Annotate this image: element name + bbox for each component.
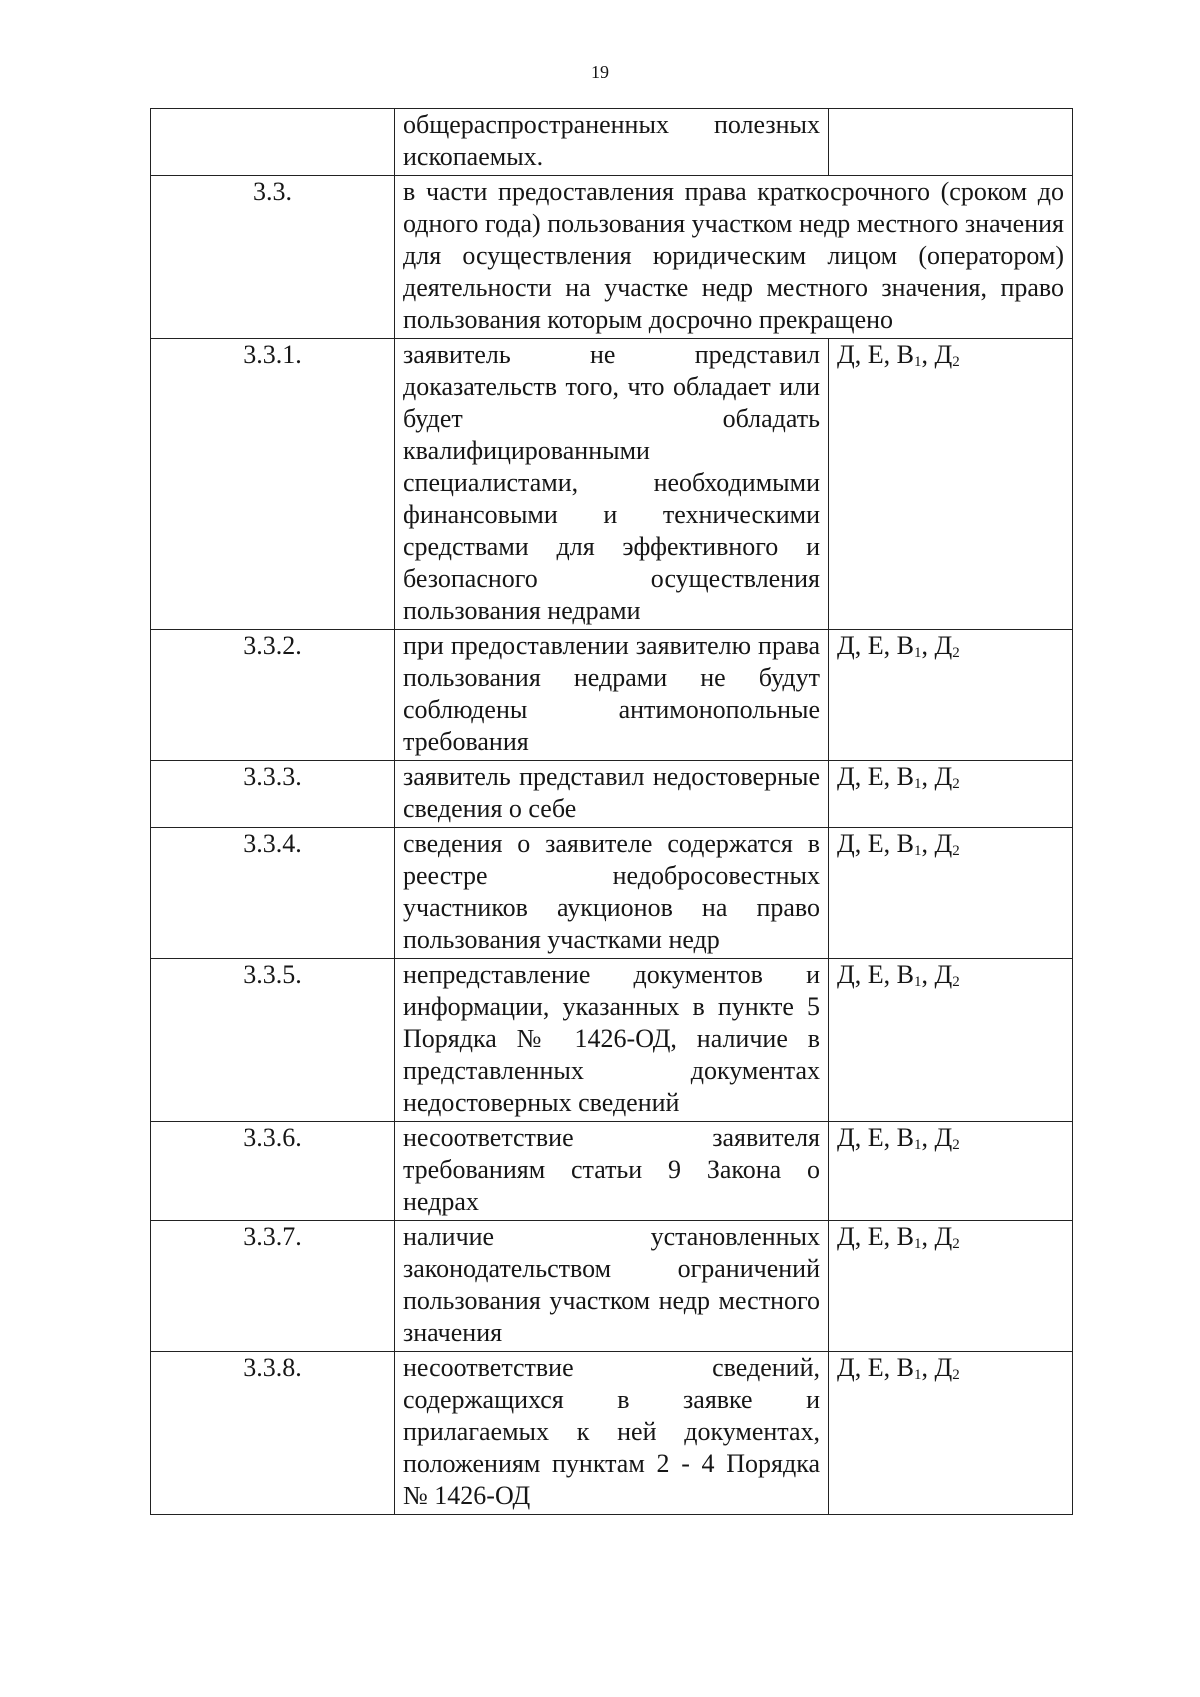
reference-codes: Д, Е, $В_1$, $Д_2$ [829, 1122, 1073, 1221]
item-number: 3.3.8. [151, 1352, 395, 1515]
table-row [151, 1221, 1073, 1352]
ground-text: заявитель не представил доказательств того, что обладает или будет обладать квалифицированными специалистами, необходимыми финансовыми и техническими средствами для эффективного и безопасного осуществления пользования недрами [395, 339, 829, 630]
item-number: 3.3.2. [151, 630, 395, 761]
item-number: 3.3. [151, 176, 395, 339]
table-row [151, 761, 1073, 828]
table-row [151, 1122, 1073, 1221]
item-number [151, 109, 395, 176]
item-number: 3.3.4. [151, 828, 395, 959]
ground-text: несоответствие сведений, содержащихся в заявке и прилагаемых к ней документах, положениям пунктам 2 - 4 Порядка № 1426-ОД [395, 1352, 829, 1515]
ground-text: общераспространенных полезных ископаемых. [395, 109, 829, 176]
reference-codes: Д, Е, $В_1$, $Д_2$ [829, 339, 1073, 630]
item-number: 3.3.7. [151, 1221, 395, 1352]
reference-codes: Д, Е, $В_1$, $Д_2$ [829, 761, 1073, 828]
page-number: 19 [591, 62, 609, 82]
table-row [151, 959, 1073, 1122]
ground-text: непредставление документов и информации, указанных в пункте 5 Порядка № 1426-ОД, наличие в представленных документах недостоверных сведений [395, 959, 829, 1122]
table-row [151, 176, 1073, 339]
reference-codes: Д, Е, $В_1$, $Д_2$ [829, 828, 1073, 959]
table-row [151, 630, 1073, 761]
ground-text: заявитель представил недостоверные сведения о себе [395, 761, 829, 828]
table-row [151, 1352, 1073, 1515]
table-row [151, 339, 1073, 630]
reference-codes [829, 109, 1073, 176]
item-number: 3.3.5. [151, 959, 395, 1122]
item-number: 3.3.6. [151, 1122, 395, 1221]
ground-text: при предоставлении заявителю права пользования недрами не будут соблюдены антимонопольные требования [395, 630, 829, 761]
item-number: 3.3.1. [151, 339, 395, 630]
reference-codes: Д, Е, $В_1$, $Д_2$ [829, 959, 1073, 1122]
ground-text: сведения о заявителе содержатся в реестре недобросовестных участников аукционов на право пользования участками недр [395, 828, 829, 959]
ground-text: несоответствие заявителя требованиям статьи 9 Закона о недрах [395, 1122, 829, 1221]
table-row [151, 828, 1073, 959]
ground-text: в части предоставления права краткосрочного (сроком до одного года) пользования участком недр местного значения для осуществления юридическим лицом (оператором) деятельности на участке недр местного значения, право пользования которым досрочно прекращено [395, 176, 1073, 339]
reference-codes: Д, Е, $В_1$, $Д_2$ [829, 1221, 1073, 1352]
table-row [151, 109, 1073, 176]
ground-text: наличие установленных законодательством ограничений пользования участком недр местного значения [395, 1221, 829, 1352]
grounds-table [150, 108, 1073, 1515]
reference-codes: Д, Е, $В_1$, $Д_2$ [829, 1352, 1073, 1515]
item-number: 3.3.3. [151, 761, 395, 828]
reference-codes: Д, Е, $В_1$, $Д_2$ [829, 630, 1073, 761]
grounds-table-body [151, 109, 1073, 1515]
